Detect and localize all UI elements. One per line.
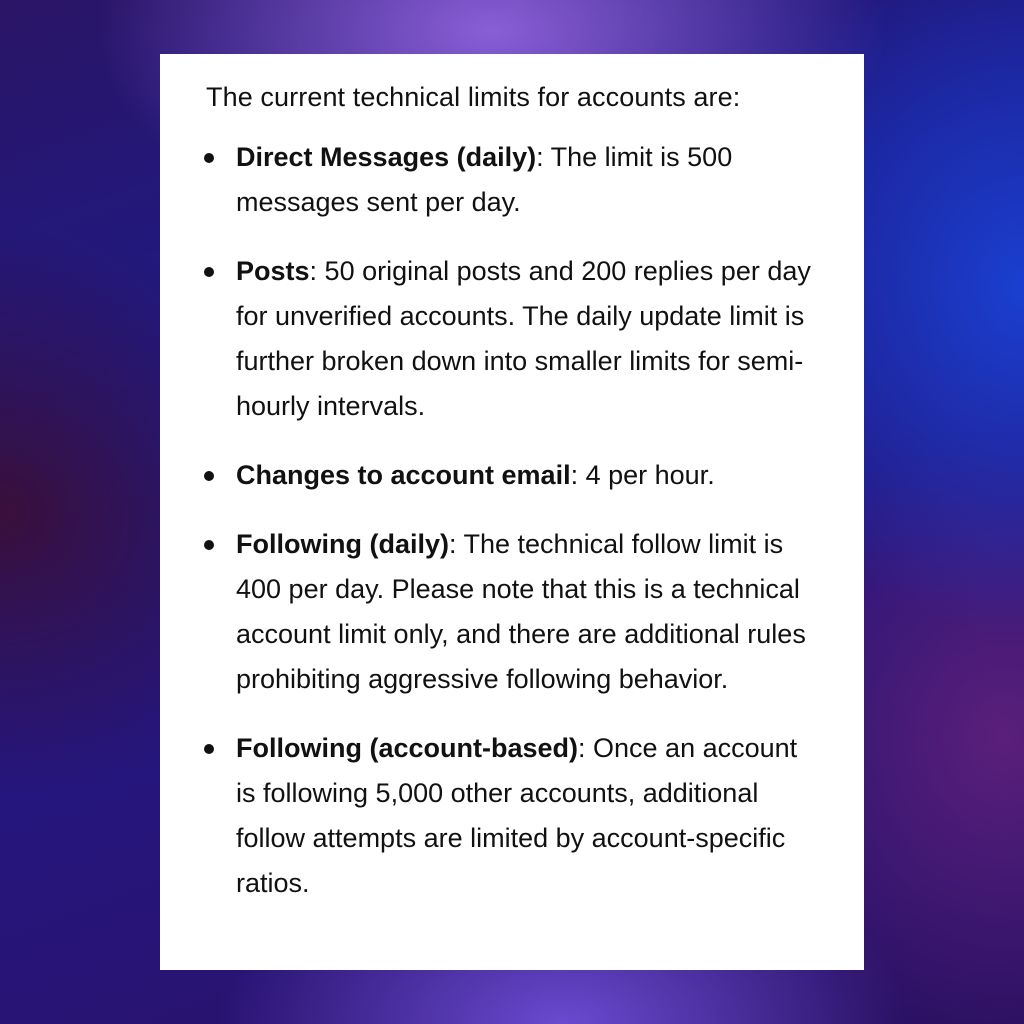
item-separator: : (536, 142, 544, 172)
intro-text: The current technical limits for accounts are: (206, 82, 741, 112)
item-term: Following (account-based) (236, 733, 578, 763)
item-separator: : (309, 256, 318, 286)
list-item-direct-messages (206, 135, 820, 225)
item-term: Changes to account email (236, 460, 571, 490)
list-item-posts (206, 249, 820, 429)
bullet-icon (204, 471, 214, 481)
bullet-icon (204, 267, 214, 277)
item-separator: : (570, 460, 579, 490)
item-text: 50 original posts and 200 replies per day for unverified accounts. The daily update limit is further broken down into smaller limits for semi-hourly intervals. (236, 256, 811, 421)
item-separator: : (448, 529, 457, 559)
item-text: 4 per hour. (578, 460, 715, 490)
item-text: The technical follow limit is 400 per day. Please note that this is a technical account limit only, and there are additional rules prohibiting aggressive following behavior. (236, 529, 806, 694)
item-term: Following (daily) (236, 529, 449, 559)
document-card (160, 54, 864, 970)
bullet-icon (204, 153, 214, 163)
list-item-email-changes (206, 453, 820, 498)
bullet-icon (204, 744, 214, 754)
item-text: The limit is 500 messages sent per day. (236, 142, 733, 217)
list-item-following-daily (206, 522, 820, 702)
limits-list (206, 135, 820, 906)
bullet-icon (204, 540, 214, 550)
item-term: Direct Messages (daily) (236, 142, 537, 172)
item-text: Once an account is following 5,000 other accounts, additional follow attempts are limited by account-specific ratios. (236, 733, 798, 898)
item-separator: : (578, 733, 586, 763)
item-term: Posts (236, 256, 310, 286)
list-item-following-account-based (206, 726, 820, 906)
